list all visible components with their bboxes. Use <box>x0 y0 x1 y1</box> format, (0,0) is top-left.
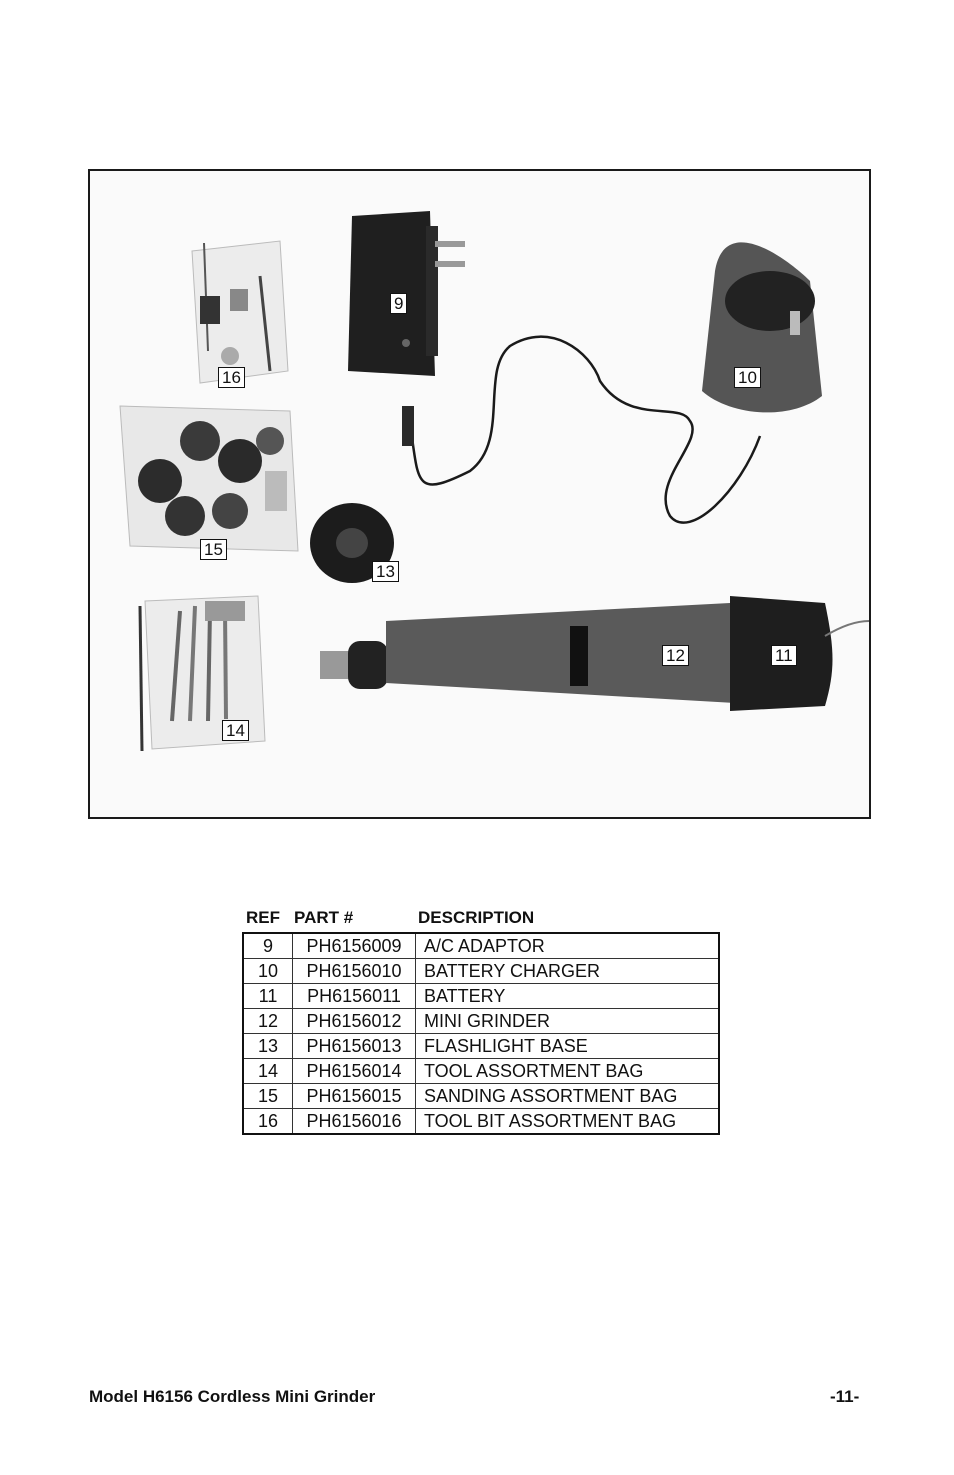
part-cell: PH6156009 <box>293 933 416 959</box>
description-cell: FLASHLIGHT BASE <box>416 1034 720 1059</box>
description-cell: MINI GRINDER <box>416 1009 720 1034</box>
part-cell: PH6156013 <box>293 1034 416 1059</box>
parts-photo <box>88 169 871 819</box>
callout-16: 16 <box>218 367 245 388</box>
ref-cell: 16 <box>243 1109 293 1135</box>
callout-14: 14 <box>222 720 249 741</box>
header-description: DESCRIPTION <box>418 908 535 927</box>
callout-12: 12 <box>662 645 689 666</box>
callout-15: 15 <box>200 539 227 560</box>
parts-table <box>242 932 720 1135</box>
part-cell: PH6156011 <box>293 984 416 1009</box>
description-cell: A/C ADAPTOR <box>416 933 720 959</box>
table-row <box>243 984 719 1009</box>
ref-cell: 9 <box>243 933 293 959</box>
part-cell: PH6156010 <box>293 959 416 984</box>
ref-cell: 12 <box>243 1009 293 1034</box>
table-row <box>243 959 719 984</box>
table-row <box>243 1084 719 1109</box>
callout-13: 13 <box>372 561 399 582</box>
ref-cell: 13 <box>243 1034 293 1059</box>
sanding-bag <box>120 406 298 551</box>
tool-bit-bag <box>192 241 288 383</box>
table-row <box>243 1109 719 1135</box>
barrel-plug <box>402 406 414 446</box>
callout-10: 10 <box>734 367 761 388</box>
ref-cell: 10 <box>243 959 293 984</box>
ref-cell: 14 <box>243 1059 293 1084</box>
description-cell: SANDING ASSORTMENT BAG <box>416 1084 720 1109</box>
description-cell: BATTERY <box>416 984 720 1009</box>
parts-list <box>242 906 720 1135</box>
part-cell: PH6156014 <box>293 1059 416 1084</box>
part-cell: PH6156016 <box>293 1109 416 1135</box>
part-cell: PH6156012 <box>293 1009 416 1034</box>
description-cell: TOOL ASSORTMENT BAG <box>416 1059 720 1084</box>
battery-charger <box>702 242 822 412</box>
table-row <box>243 1034 719 1059</box>
callout-11: 11 <box>771 645 797 666</box>
table-row <box>243 1059 719 1084</box>
part-cell: PH6156015 <box>293 1084 416 1109</box>
parts-table-header <box>242 906 720 932</box>
table-row <box>243 933 719 959</box>
footer-model: Model H6156 Cordless Mini Grinder <box>89 1387 376 1406</box>
footer-page-number: -11- <box>830 1387 860 1406</box>
header-part: PART # <box>294 908 354 927</box>
header-ref: REF <box>246 908 280 927</box>
description-cell: TOOL BIT ASSORTMENT BAG <box>416 1109 720 1135</box>
parts-illustration <box>90 171 869 817</box>
table-row <box>243 1009 719 1034</box>
description-cell: BATTERY CHARGER <box>416 959 720 984</box>
callout-9: 9 <box>390 293 407 314</box>
ref-cell: 15 <box>243 1084 293 1109</box>
ref-cell: 11 <box>243 984 293 1009</box>
